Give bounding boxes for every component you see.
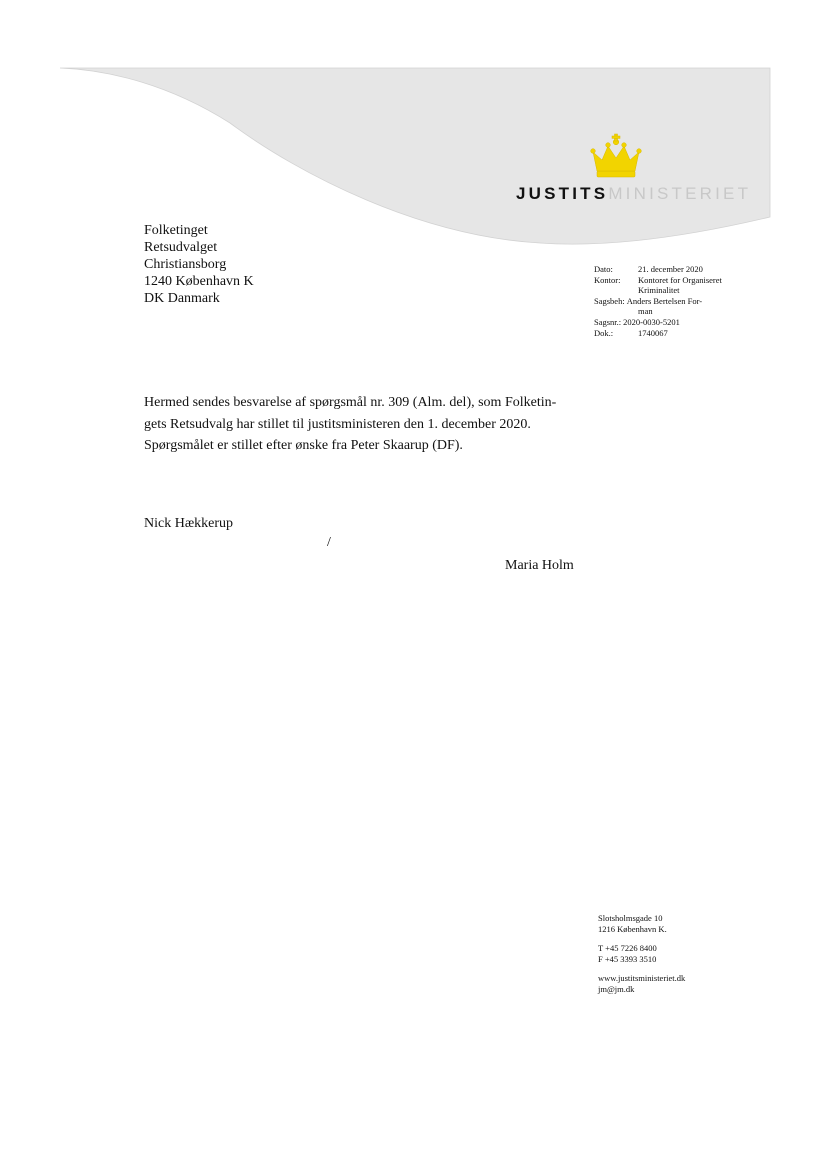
meta-office-cont bbox=[594, 285, 734, 296]
recipient-line: Folketinget bbox=[144, 223, 208, 238]
meta-office bbox=[594, 275, 734, 286]
meta-document bbox=[594, 328, 734, 339]
meta-label: Sagsnr.: bbox=[594, 316, 622, 327]
meta-value: man bbox=[638, 306, 653, 317]
recipient-line: Retsudvalget bbox=[144, 240, 218, 255]
meta-label: Dok.: bbox=[594, 327, 614, 338]
recipient-line: 1240 København K bbox=[144, 274, 254, 289]
ministry-logo bbox=[516, 184, 751, 204]
signer-name: Nick Hækkerup bbox=[144, 516, 234, 531]
logo-strong: JUSTITS bbox=[516, 184, 609, 203]
logo-light: MINISTERIET bbox=[608, 184, 752, 203]
recipient-line: Christiansborg bbox=[144, 257, 227, 272]
letter-body bbox=[144, 392, 557, 457]
meta-label: Kontor: bbox=[594, 274, 621, 285]
meta-case-number bbox=[594, 317, 734, 328]
recipient-address bbox=[144, 222, 254, 307]
body-line: Spørgsmålet er stillet efter ønske fra Peter Skaarup (DF). bbox=[144, 438, 463, 453]
meta-handler-cont bbox=[594, 306, 734, 317]
meta-handler bbox=[594, 296, 734, 307]
contact-footer bbox=[598, 913, 685, 995]
footer-website-link[interactable]: www.justitsministeriet.dk bbox=[598, 973, 686, 984]
curve-band bbox=[60, 68, 770, 244]
footer-phone: T +45 7226 8400 bbox=[598, 943, 657, 954]
footer-address: Slotsholmsgade 10 bbox=[598, 913, 663, 923]
signature-separator: / bbox=[327, 535, 331, 550]
body-line: gets Retsudvalg har stillet til justitsministeren den 1. december 2020. bbox=[144, 416, 531, 432]
footer-fax: F +45 3393 3510 bbox=[598, 953, 657, 964]
meta-date bbox=[594, 264, 734, 275]
meta-value: Kontoret for Organiseret bbox=[638, 274, 722, 285]
meta-value: Kriminalitet bbox=[638, 285, 680, 296]
recipient-line: DK Danmark bbox=[144, 291, 220, 306]
footer-address: 1216 København K. bbox=[598, 923, 667, 934]
footer-email-link[interactable]: jm@jm.dk bbox=[598, 983, 635, 994]
meta-value: 21. december 2020 bbox=[638, 264, 703, 274]
body-line: Hermed sendes besvarelse af spørgsmål nr. 309 (Alm. del), som Folketin- bbox=[144, 395, 557, 410]
meta-label: Dato: bbox=[594, 264, 613, 274]
co-signer-name: Maria Holm bbox=[505, 558, 574, 573]
case-metadata bbox=[594, 264, 734, 338]
letterhead-curve bbox=[0, 0, 827, 260]
meta-value: 1740067 bbox=[638, 327, 668, 338]
meta-label: Sagsbeh: bbox=[594, 295, 625, 306]
meta-value: 2020-0030-5201 bbox=[623, 316, 680, 327]
meta-value: Anders Bertelsen For- bbox=[626, 295, 703, 306]
